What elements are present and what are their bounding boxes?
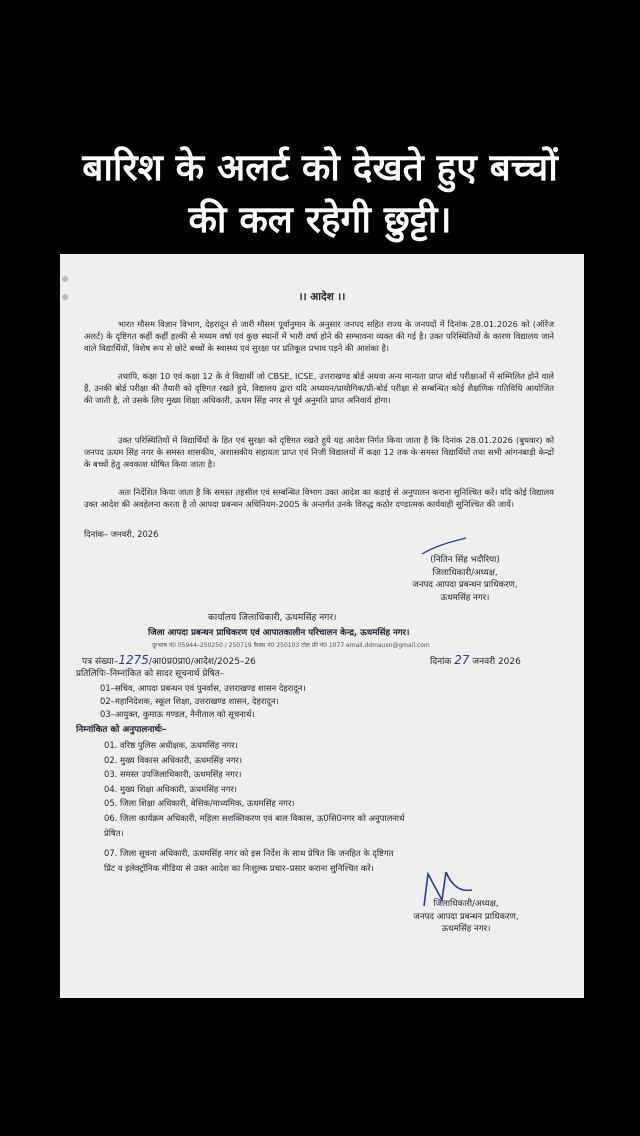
- signatory-org: जनपद आपदा प्रबन्धन प्राधिकरण,: [412, 580, 518, 590]
- compliance-list: [104, 738, 404, 875]
- list-item: 05. जिला शिक्षा अधिकारी, बेसिक/माध्यमिक, ऊधमसिंह नगर।: [104, 798, 295, 809]
- paragraph-4: अतः निर्देशित किया जाता है कि समस्त तहसील एवं सम्बन्धित विभाग उक्त आदेश का कड़ाई से अनुपालन कराना सुनिश्चित करें। यदि कोई विद्यालय उक्त आदेश की अवहेलना करता है तो आपदा प्रबन्धन अधिनियम-2005 के अन्तर्गत उनके विरुद्ध कठोर दण्डात्मक कार्यवाही सुनिश्चित की जायें।: [84, 487, 554, 510]
- paragraph-2: तथापि, कक्षा 10 एवं कक्षा 12 के वे विद्यार्थी जो CBSE, ICSE, उत्तराखण्ड बोर्ड अथवा अन्य मान्यता प्राप्त बोर्ड परीक्षाओं में सम्मिलित होने वाले हैं, उनकी बोर्ड परीक्षा की तैयारी को दृष्टिगत रखते हुये, विद्यालय द्वारा यदि अध्ययन/प्रायोगिक/प्री-बोर्ड परीक्षा से सम्बन्धित कोई शैक्षणिक गतिविधि आयोजित की जाती है, तो उसके लिए मुख्य शिक्षा अधिकारी, ऊधम सिंह नगर से पूर्व अनुमति प्राप्त अनिवार्य होगा।: [84, 371, 554, 406]
- signatory-block-1: [360, 554, 570, 604]
- list-item: 04. मुख्य शिक्षा अधिकारी, ऊधमसिंह नगर।: [104, 783, 237, 794]
- list-item: प्रेषित।: [104, 827, 124, 838]
- ref-date-prefix: दिनांक: [430, 657, 452, 667]
- center-line: जिला आपदा प्रबन्धन प्राधिकरण एवं आपातकालीन परिचालन केन्द्र, ऊधमसिंह नगर।: [148, 628, 410, 638]
- list-item: 01–सचिव, आपदा प्रबन्धन एवं पुनर्वास, उत्तराखण्ड शासन देहरादून।: [100, 683, 306, 693]
- list-item: 07. जिला सूचना अधिकारी, ऊधमसिंह नगर को इस निर्देश के साथ प्रेषित कि जनहित के दृष्टिगत: [104, 848, 394, 859]
- ref-date-day: 27: [454, 653, 470, 667]
- signatory-block-2: [356, 898, 576, 936]
- compliance-heading: निम्नांकित को अनुपालनार्थः–: [76, 725, 167, 735]
- order-title: ।। आदेश ।।: [298, 291, 346, 303]
- ref-date-suffix: जनवरी 2026: [472, 657, 521, 667]
- signatory-name: (नितिन सिंह भदौरिया): [430, 555, 500, 565]
- ref-prefix: पत्र संख्या–: [82, 657, 119, 667]
- list-item: 02–महानिदेशक, स्कूल शिक्षा, उत्तराखण्ड शासन, देहरादून।: [100, 696, 279, 707]
- date-line: दिनांक– जनवरी, 2026: [84, 529, 159, 539]
- signatory-designation: जिलाधिकारी/अध्यक्ष,: [432, 567, 498, 578]
- copy-list: [100, 682, 306, 722]
- signatory-place: ऊधमसिंह नगर।: [441, 924, 491, 934]
- list-item: 02. मुख्य विकास अधिकारी, ऊधमसिंह नगर।: [104, 754, 243, 765]
- list-item: 03. समस्त उपजिलाधिकारी, ऊधमसिंह नगर।: [104, 769, 242, 780]
- signatory-place: ऊधमसिंह नगर।: [440, 592, 490, 603]
- paragraph-1: भारत मौसम विज्ञान विभाग, देहरादून से जारी मौसम पूर्वानुमान के अनुसार जनपद सहित राज्य के जनपदों में दिनांक 28.01.2026 को (ऑरेंज अलर्ट) के दृष्टिगत कहीं कहीं हल्की से मध्यम वर्षा एवं कुछ स्थानों में भारी वर्षा होने की सम्भावना व्यक्त की गई है। उक्त परिस्थितियों के कारण विद्यालय जाने वाले विद्यार्थियों, विशेष रूप से छोटे बच्चों के स्वास्थ्य एवं सुरक्षा पर प्रतिकूल प्रभाव पड़ने की आशंका है।: [84, 319, 555, 354]
- office-line: कार्यालय जिलाधिकारी, ऊधमसिंह नगर।: [208, 613, 337, 623]
- paragraph-3: उक्त परिस्थितियों में विद्यार्थियों के हित एवं सुरक्षा को दृष्टिगत रखते हुये यह आदेश निर्गत किया जाता है कि दिनांक 28.01.2026 (बुधवार) को जनपद ऊधम सिंह नगर के समस्त शासकीय, अशासकीय सहायता प्राप्त एवं निजी विद्यालयों में कक्षा 12 तक के समस्त विद्यार्थियों तथा सभी आंगनबाड़ी केन्द्रों के बच्चों हेतु अवकाश घोषित किया जाता है।: [84, 435, 554, 470]
- reference-line: [82, 654, 256, 668]
- headline: [20, 142, 620, 246]
- list-item: 06. जिला कार्यक्रम अधिकारी, महिला सशक्तिकरण एवं बाल विकास, ऊ0सि0नगर को अनुपालनार्थ: [104, 812, 405, 823]
- signatory-designation: जिलाधिकारी/अध्यक्ष,: [433, 899, 499, 909]
- headline-line-1: बारिश के अलर्ट को देखते हुए बच्चों: [82, 146, 558, 189]
- contact-line: दूरभाष नं0 05944–250250 / 250719 फैक्स नं0 250103 टोल फ्री नं0 1077 email.ddmausn@gmail.com: [152, 642, 430, 649]
- ref-suffix: /आ0प्र0प्रा0/आदेश/2025–26: [148, 657, 256, 667]
- copy-heading: प्रतिलिपिः–निम्नांकित को सादर सूचनार्थ प्रेषित–: [76, 669, 225, 679]
- list-item: 03–आयुक्त, कुमाऊ मण्डल, नैनीताल को सूचनार्थ।: [100, 709, 255, 720]
- punch-mark: [62, 276, 68, 282]
- signatory-org: जनपद आपदा प्रबन्धन प्राधिकरण,: [413, 911, 519, 922]
- list-item: 01. वरिष्ठ पुलिस अधीक्षक, ऊधमसिंह नगर।: [104, 740, 238, 750]
- ref-number: 1275: [118, 653, 149, 667]
- list-item: प्रिंट व इलेक्ट्रॉनिक मीडिया से उक्त आदेश का निःशुल्क प्रचार–प्रसार कराना सुनिश्चित करें।: [104, 862, 374, 873]
- order-document: [60, 254, 584, 998]
- reference-date: [430, 654, 521, 668]
- headline-line-2: की कल रहेगी छुट्टी।: [188, 198, 452, 241]
